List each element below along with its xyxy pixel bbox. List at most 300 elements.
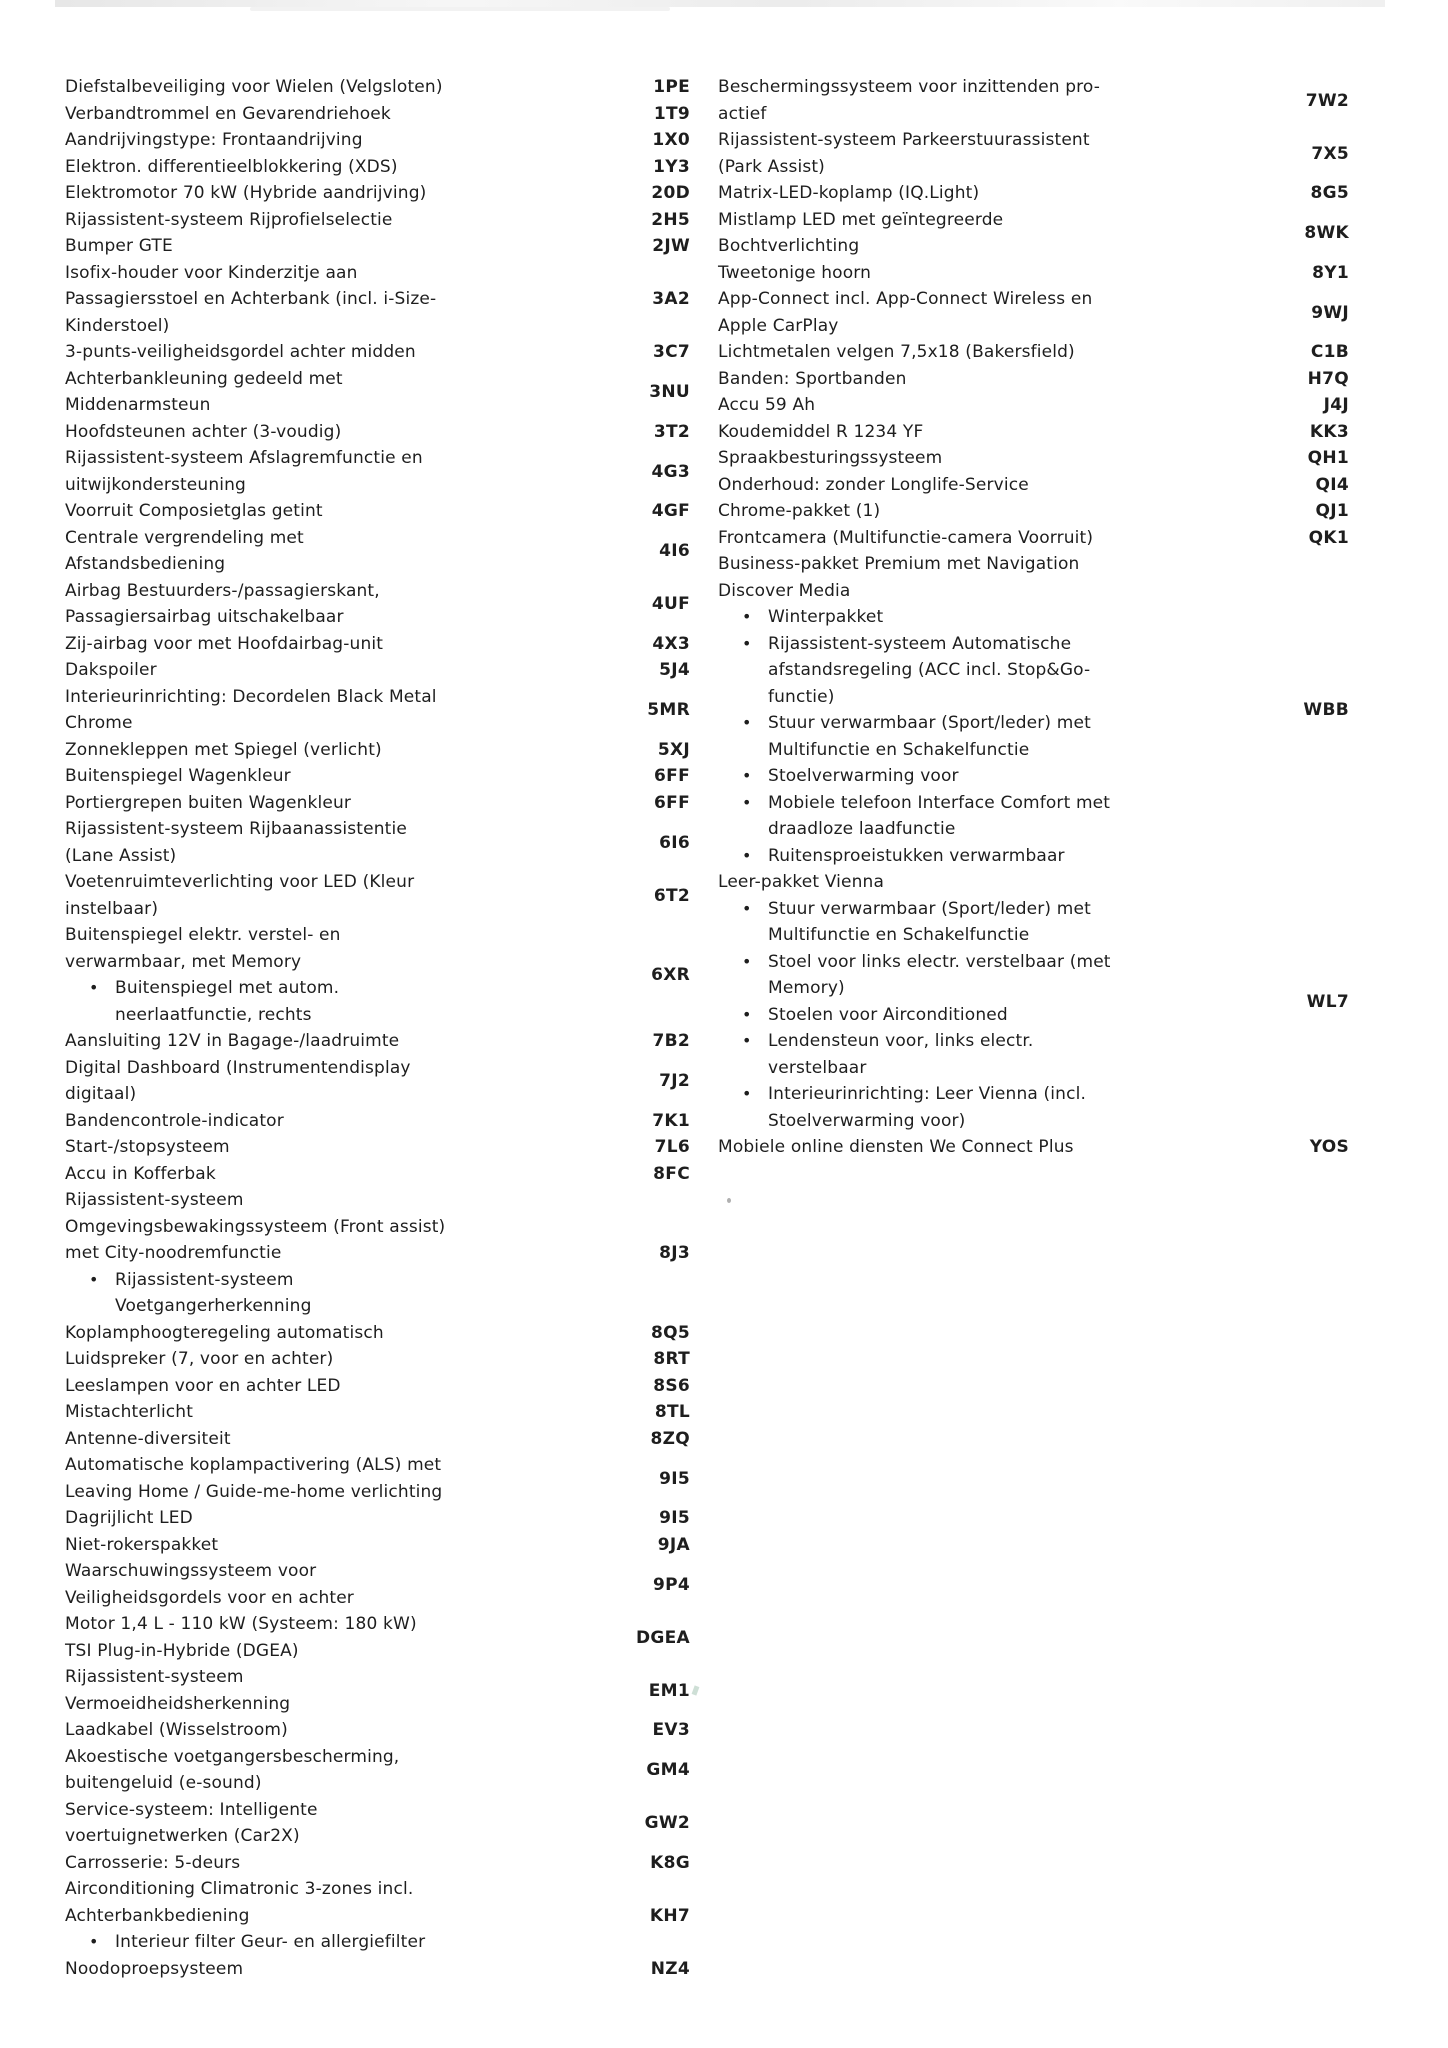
option-item bbox=[65, 1134, 690, 1161]
option-item bbox=[65, 657, 690, 684]
option-code: 2JW bbox=[652, 236, 690, 257]
option-item bbox=[718, 445, 1349, 472]
option-code: 1PE bbox=[653, 77, 690, 98]
option-code: NZ4 bbox=[650, 1958, 690, 1979]
option-line: Elektron. differentieelblokkering (XDS) bbox=[65, 156, 398, 177]
bullet-line: Buitenspiegel met autom. bbox=[115, 978, 340, 998]
option-description bbox=[65, 1055, 572, 1108]
option-description bbox=[65, 1717, 572, 1744]
option-code: DGEA bbox=[635, 1627, 690, 1648]
option-bullet bbox=[65, 975, 572, 1028]
option-line: Luidspreker (7, voor en achter) bbox=[65, 1349, 334, 1369]
bullet-line: afstandsregeling (ACC incl. Stop&Go- bbox=[768, 660, 1091, 680]
option-description bbox=[65, 816, 572, 869]
option-line: Apple CarPlay bbox=[718, 315, 839, 336]
option-line: Omgevingsbewakingssysteem (Front assist) bbox=[65, 1216, 446, 1237]
option-code: 7K1 bbox=[652, 1110, 690, 1131]
option-description bbox=[65, 869, 572, 922]
option-code: 7B2 bbox=[652, 1031, 690, 1052]
option-code: 8RT bbox=[653, 1349, 690, 1370]
option-item bbox=[718, 127, 1349, 180]
bullet-line: Ruitensproeistukken verwarmbaar bbox=[768, 845, 1065, 866]
option-line: Afstandsbediening bbox=[65, 554, 226, 574]
option-line: Motor 1,4 L - 110 kW (Systeem: 180 kW) bbox=[65, 1614, 417, 1634]
option-item bbox=[65, 631, 690, 658]
bullet-line: Stuur verwarmbaar (Sport/leder) met bbox=[768, 713, 1091, 733]
option-item bbox=[65, 1876, 690, 1956]
option-line: Leaving Home / Guide-me-home verlichting bbox=[65, 1481, 443, 1502]
option-line: Leeslampen voor en achter LED bbox=[65, 1375, 341, 1396]
option-bullet bbox=[718, 790, 1231, 843]
option-line: Passagiersstoel en Achterbank (incl. i-Size- bbox=[65, 289, 437, 309]
option-description bbox=[718, 392, 1231, 419]
option-description bbox=[65, 763, 572, 790]
option-bullet bbox=[718, 843, 1231, 870]
option-line: Elektromotor 70 kW (Hybride aandrijving) bbox=[65, 183, 427, 203]
option-line: Centrale vergrendeling met bbox=[65, 527, 304, 548]
option-code: 1T9 bbox=[653, 103, 690, 124]
option-description bbox=[65, 1134, 572, 1161]
option-line: Diefstalbeveiliging voor Wielen (Velgsloten) bbox=[65, 77, 443, 97]
bullet-lines bbox=[768, 1028, 1231, 1081]
option-code: 20D bbox=[651, 183, 690, 204]
option-item bbox=[65, 366, 690, 419]
option-item bbox=[718, 472, 1349, 499]
bullet-dot: • bbox=[742, 898, 752, 918]
option-item bbox=[65, 922, 690, 1028]
option-code: 8TL bbox=[654, 1402, 690, 1423]
option-line: Automatische koplampactivering (ALS) met bbox=[65, 1455, 442, 1475]
option-description bbox=[65, 1558, 572, 1611]
bullet-dot: • bbox=[89, 1932, 99, 1951]
option-item bbox=[718, 366, 1349, 393]
bullet-lines bbox=[115, 1929, 572, 1956]
bullet-line: Rijassistent-systeem Automatische bbox=[768, 633, 1072, 654]
option-line: Mobiele online diensten We Connect Plus bbox=[718, 1137, 1074, 1157]
option-description bbox=[65, 578, 572, 631]
option-description bbox=[65, 419, 572, 446]
option-description bbox=[65, 1797, 572, 1850]
option-line: Mistachterlicht bbox=[65, 1402, 194, 1422]
option-code: 6FF bbox=[654, 792, 690, 813]
option-line: Accu 59 Ah bbox=[718, 395, 816, 415]
option-line: Leer-pakket Vienna bbox=[718, 872, 885, 892]
option-code: 9I5 bbox=[659, 1468, 690, 1489]
option-code: 6FF bbox=[654, 766, 690, 787]
option-item bbox=[65, 1956, 690, 1983]
option-item bbox=[65, 260, 690, 340]
option-item bbox=[718, 419, 1349, 446]
option-code: 3C7 bbox=[652, 342, 690, 363]
option-line: Start-/stopsysteem bbox=[65, 1137, 230, 1157]
option-description bbox=[65, 684, 572, 737]
bullet-dot: • bbox=[742, 845, 752, 865]
option-line: Voetenruimteverlichting voor LED (Kleur bbox=[65, 872, 415, 892]
option-item bbox=[65, 763, 690, 790]
option-item bbox=[65, 1161, 690, 1188]
option-description bbox=[65, 154, 572, 181]
option-description bbox=[718, 366, 1231, 393]
option-line: Accu in Kofferbak bbox=[65, 1163, 216, 1184]
option-line: Aandrijvingstype: Frontaandrijving bbox=[65, 130, 363, 150]
option-description bbox=[65, 657, 572, 684]
bullet-dot: • bbox=[742, 951, 752, 971]
bullet-line: verstelbaar bbox=[768, 1057, 867, 1078]
option-description bbox=[718, 445, 1231, 472]
option-item bbox=[65, 1108, 690, 1135]
option-item bbox=[65, 498, 690, 525]
option-item bbox=[65, 1187, 690, 1320]
option-code: 5J4 bbox=[659, 660, 690, 681]
option-description bbox=[65, 366, 572, 419]
option-description bbox=[65, 74, 572, 101]
option-code: 7X5 bbox=[1311, 143, 1349, 164]
option-item bbox=[718, 1134, 1349, 1161]
option-description bbox=[65, 1850, 572, 1877]
option-item bbox=[718, 74, 1349, 127]
option-code: 9I5 bbox=[659, 1508, 690, 1529]
option-description bbox=[65, 127, 572, 154]
option-description bbox=[718, 525, 1231, 552]
option-item bbox=[718, 339, 1349, 366]
option-code: GM4 bbox=[646, 1760, 690, 1780]
option-description bbox=[65, 260, 572, 340]
option-item bbox=[718, 551, 1349, 869]
option-line: Tweetonige hoorn bbox=[718, 262, 872, 283]
option-line: Akoestische voetgangersbescherming, bbox=[65, 1746, 400, 1767]
option-line: Aansluiting 12V in Bagage-/laadruimte bbox=[65, 1031, 400, 1051]
option-item bbox=[65, 525, 690, 578]
option-line: Onderhoud: zonder Longlife-Service bbox=[718, 474, 1029, 495]
option-line: Bumper GTE bbox=[65, 236, 173, 256]
bullet-lines bbox=[768, 949, 1231, 1002]
bullet-dot: • bbox=[742, 792, 752, 812]
bullet-line: Lendensteun voor, links electr. bbox=[768, 1031, 1034, 1051]
options-column-left bbox=[65, 74, 690, 1982]
option-description bbox=[65, 1028, 572, 1055]
option-line: Niet-rokerspakket bbox=[65, 1534, 219, 1555]
option-bullet bbox=[718, 604, 1231, 631]
option-item bbox=[718, 286, 1349, 339]
option-code: H7Q bbox=[1307, 368, 1349, 389]
option-description bbox=[65, 207, 572, 234]
option-description bbox=[718, 869, 1231, 1134]
option-line: Matrix-LED-koplamp (IQ.Light) bbox=[718, 183, 980, 203]
option-bullet bbox=[718, 631, 1231, 711]
option-item bbox=[65, 233, 690, 260]
option-description bbox=[65, 1373, 572, 1400]
scan-artifact-top bbox=[55, 0, 1385, 7]
option-item bbox=[718, 869, 1349, 1134]
option-code: 3A2 bbox=[652, 289, 690, 310]
option-line: actief bbox=[718, 103, 767, 124]
option-item bbox=[65, 1426, 690, 1453]
option-item bbox=[65, 127, 690, 154]
option-code: 4G3 bbox=[651, 461, 690, 482]
option-code: 6XR bbox=[651, 965, 690, 985]
option-code: 8S6 bbox=[653, 1375, 690, 1396]
option-line: Koudemiddel R 1234 YF bbox=[718, 421, 924, 442]
option-line: Zonnekleppen met Spiegel (verlicht) bbox=[65, 739, 382, 760]
option-item bbox=[65, 180, 690, 207]
option-code: 5XJ bbox=[657, 739, 690, 760]
option-line: Rijassistent-systeem Rijbaanassistentie bbox=[65, 819, 407, 839]
bullet-dot: • bbox=[742, 1004, 752, 1024]
option-code: 9P4 bbox=[652, 1574, 690, 1595]
option-code: 1Y3 bbox=[653, 156, 690, 177]
equipment-list bbox=[65, 74, 1349, 1982]
option-line: Rijassistent-systeem Parkeerstuurassistent bbox=[718, 130, 1090, 150]
option-code: QJ1 bbox=[1315, 501, 1349, 522]
option-line: Service-systeem: Intelligente bbox=[65, 1799, 318, 1820]
option-item bbox=[718, 392, 1349, 419]
option-code: 3NU bbox=[649, 382, 690, 402]
option-line: Interieurinrichting: Decordelen Black Metal bbox=[65, 686, 437, 707]
option-line: Zij-airbag voor met Hoofdairbag-unit bbox=[65, 633, 384, 654]
option-description bbox=[65, 1452, 572, 1505]
option-code: QI4 bbox=[1315, 474, 1349, 495]
bullet-lines bbox=[115, 1267, 572, 1320]
bullet-line: Memory) bbox=[768, 978, 845, 998]
option-description bbox=[65, 1426, 572, 1453]
option-description bbox=[65, 1611, 572, 1664]
option-code: 1X0 bbox=[652, 130, 690, 151]
option-line: Koplamphoogteregeling automatisch bbox=[65, 1322, 384, 1343]
option-line: Carrosserie: 5-deurs bbox=[65, 1852, 241, 1873]
option-code: J4J bbox=[1323, 395, 1349, 416]
option-description bbox=[65, 1346, 572, 1373]
option-line: Veiligheidsgordels voor en achter bbox=[65, 1587, 354, 1608]
option-code: 4I6 bbox=[659, 541, 690, 561]
option-item bbox=[65, 1850, 690, 1877]
option-code: EV3 bbox=[652, 1720, 690, 1741]
option-line: Beschermingssysteem voor inzittenden pro- bbox=[718, 77, 1101, 97]
bullet-line: Stoelen voor Airconditioned bbox=[768, 1004, 1008, 1025]
option-item bbox=[65, 1558, 690, 1611]
option-description bbox=[718, 74, 1231, 127]
option-line: Digital Dashboard (Instrumentendisplay bbox=[65, 1057, 411, 1078]
option-code: 7W2 bbox=[1305, 90, 1349, 111]
bullet-dot: • bbox=[742, 1031, 752, 1050]
option-line: Rijassistent-systeem bbox=[65, 1190, 244, 1210]
option-description bbox=[65, 631, 572, 658]
option-item bbox=[65, 1505, 690, 1532]
option-bullet bbox=[718, 949, 1231, 1002]
option-item bbox=[65, 737, 690, 764]
option-line: instelbaar) bbox=[65, 898, 159, 919]
option-code: KH7 bbox=[649, 1905, 690, 1926]
option-description bbox=[718, 260, 1231, 287]
option-bullet bbox=[718, 1002, 1231, 1029]
option-item bbox=[65, 339, 690, 366]
option-description bbox=[65, 1320, 572, 1347]
option-line: Achterbankleuning gedeeld met bbox=[65, 368, 343, 389]
option-code: 2H5 bbox=[651, 209, 690, 230]
bullet-lines bbox=[768, 763, 1231, 790]
bullet-dot: • bbox=[742, 766, 752, 785]
bullet-lines bbox=[768, 896, 1231, 949]
option-code: K8G bbox=[650, 1852, 690, 1873]
option-description bbox=[65, 1399, 572, 1426]
option-code: 4UF bbox=[651, 594, 690, 614]
option-code: 9JA bbox=[657, 1534, 690, 1555]
option-line: digitaal) bbox=[65, 1084, 137, 1104]
option-description bbox=[718, 127, 1231, 180]
bullet-line: neerlaatfunctie, rechts bbox=[115, 1004, 312, 1025]
option-item bbox=[65, 1373, 690, 1400]
option-line: Airbag Bestuurders-/passagierskant, bbox=[65, 580, 380, 601]
bullet-dot: • bbox=[742, 713, 752, 732]
bullet-line: Multifunctie en Schakelfunctie bbox=[768, 739, 1030, 760]
option-item bbox=[65, 101, 690, 128]
bullet-line: Multifunctie en Schakelfunctie bbox=[768, 925, 1030, 945]
option-description bbox=[65, 339, 572, 366]
option-item bbox=[65, 1028, 690, 1055]
option-description bbox=[65, 1108, 572, 1135]
option-item bbox=[65, 1346, 690, 1373]
option-code: 6T2 bbox=[653, 885, 690, 906]
option-item bbox=[65, 684, 690, 737]
option-description bbox=[65, 180, 572, 207]
bullet-line: functie) bbox=[768, 686, 835, 707]
bullet-dot: • bbox=[89, 978, 99, 997]
option-line: Airconditioning Climatronic 3-zones incl. bbox=[65, 1879, 414, 1899]
option-item bbox=[718, 207, 1349, 260]
option-item bbox=[65, 1611, 690, 1664]
option-description bbox=[718, 286, 1231, 339]
option-line: Buitenspiegel Wagenkleur bbox=[65, 766, 291, 786]
option-description bbox=[718, 498, 1231, 525]
option-line: met City-noodremfunctie bbox=[65, 1243, 282, 1263]
option-line: TSI Plug-in-Hybride (DGEA) bbox=[65, 1640, 299, 1661]
option-item bbox=[718, 498, 1349, 525]
option-item bbox=[65, 1664, 690, 1717]
option-item bbox=[65, 1744, 690, 1797]
option-line: Waarschuwingssysteem voor bbox=[65, 1561, 317, 1581]
option-line: Business-pakket Premium met Navigation bbox=[718, 554, 1080, 574]
option-item bbox=[65, 1532, 690, 1559]
bullet-line: Stoelverwarming voor) bbox=[768, 1110, 966, 1131]
option-description bbox=[65, 1161, 572, 1188]
option-description bbox=[65, 1876, 572, 1956]
option-line: voertuignetwerken (Car2X) bbox=[65, 1826, 300, 1846]
option-description bbox=[65, 101, 572, 128]
option-item bbox=[718, 525, 1349, 552]
bullet-dot: • bbox=[742, 1084, 752, 1103]
option-line: Achterbankbediening bbox=[65, 1905, 250, 1926]
option-code: QH1 bbox=[1307, 448, 1349, 469]
option-description bbox=[65, 1664, 572, 1717]
option-description bbox=[65, 1744, 572, 1797]
option-description bbox=[65, 1187, 572, 1320]
bullet-line: Stoel voor links electr. verstelbaar (met bbox=[768, 951, 1111, 972]
option-code: WL7 bbox=[1306, 991, 1349, 1012]
option-line: Portiergrepen buiten Wagenkleur bbox=[65, 792, 352, 813]
option-bullet bbox=[65, 1267, 572, 1320]
option-item bbox=[65, 419, 690, 446]
bullet-lines bbox=[768, 604, 1231, 631]
option-code: YOS bbox=[1309, 1137, 1349, 1158]
bullet-line: Stoelverwarming voor bbox=[768, 766, 959, 786]
option-description bbox=[65, 790, 572, 817]
bullet-line: draadloze laadfunctie bbox=[768, 819, 956, 839]
option-code: 4GF bbox=[651, 501, 690, 522]
option-item bbox=[65, 1055, 690, 1108]
option-line: Kinderstoel) bbox=[65, 315, 170, 336]
option-code: QK1 bbox=[1308, 527, 1349, 548]
option-bullet bbox=[718, 1081, 1231, 1134]
option-code: 8J3 bbox=[659, 1243, 690, 1264]
bullet-lines bbox=[115, 975, 572, 1028]
bullet-line: Winterpakket bbox=[768, 607, 884, 627]
option-item bbox=[65, 207, 690, 234]
option-description bbox=[718, 419, 1231, 446]
option-item bbox=[65, 74, 690, 101]
option-line: Spraakbesturingssysteem bbox=[718, 448, 943, 468]
bullet-lines bbox=[768, 790, 1231, 843]
option-line: Frontcamera (Multifunctie-camera Voorruit) bbox=[718, 527, 1094, 548]
option-line: (Lane Assist) bbox=[65, 845, 177, 866]
option-item bbox=[65, 445, 690, 498]
bullet-lines bbox=[768, 710, 1231, 763]
option-description bbox=[718, 207, 1231, 260]
bullet-line: Interieur filter Geur- en allergiefilter bbox=[115, 1932, 426, 1952]
bullet-dot: • bbox=[89, 1269, 99, 1289]
option-description bbox=[65, 233, 572, 260]
option-line: Rijassistent-systeem bbox=[65, 1667, 244, 1687]
option-bullet bbox=[718, 1028, 1231, 1081]
option-line: Bandencontrole-indicator bbox=[65, 1110, 284, 1131]
option-item bbox=[718, 180, 1349, 207]
option-code: 7L6 bbox=[654, 1137, 690, 1158]
option-description bbox=[65, 922, 572, 1028]
option-description bbox=[718, 1134, 1231, 1161]
option-description bbox=[65, 1532, 572, 1559]
option-item bbox=[65, 816, 690, 869]
option-line: 3-punts-veiligheidsgordel achter midden bbox=[65, 342, 416, 362]
bullet-lines bbox=[768, 843, 1231, 870]
option-line: Lichtmetalen velgen 7,5x18 (Bakersfield) bbox=[718, 342, 1075, 362]
option-item bbox=[65, 154, 690, 181]
option-line: Banden: Sportbanden bbox=[718, 368, 907, 389]
option-item bbox=[65, 1452, 690, 1505]
bullet-line: Interieurinrichting: Leer Vienna (incl. bbox=[768, 1084, 1087, 1104]
option-item bbox=[65, 578, 690, 631]
option-line: Isofix-houder voor Kinderzitje aan bbox=[65, 262, 358, 283]
option-line: Laadkabel (Wisselstroom) bbox=[65, 1720, 288, 1740]
option-line: Vermoeidheidsherkenning bbox=[65, 1693, 291, 1714]
bullet-lines bbox=[768, 1081, 1231, 1134]
option-code: 3T2 bbox=[653, 421, 690, 442]
option-code: 7J2 bbox=[659, 1071, 690, 1091]
bullet-lines bbox=[768, 631, 1231, 711]
option-description bbox=[65, 498, 572, 525]
option-line: Noodoproepsysteem bbox=[65, 1958, 244, 1979]
option-description bbox=[718, 339, 1231, 366]
option-code: KK3 bbox=[1309, 421, 1349, 442]
option-line: (Park Assist) bbox=[718, 156, 825, 177]
option-line: Passagiersairbag uitschakelbaar bbox=[65, 607, 344, 627]
option-description bbox=[65, 445, 572, 498]
option-line: buitengeluid (e-sound) bbox=[65, 1773, 262, 1793]
option-line: Middenarmsteun bbox=[65, 395, 211, 415]
option-code: 5MR bbox=[647, 700, 690, 720]
option-code: GW2 bbox=[644, 1813, 690, 1833]
options-column-right bbox=[718, 74, 1349, 1982]
bullet-dot: • bbox=[742, 633, 752, 653]
option-code: 8Y1 bbox=[1312, 262, 1349, 283]
option-description bbox=[718, 551, 1231, 869]
